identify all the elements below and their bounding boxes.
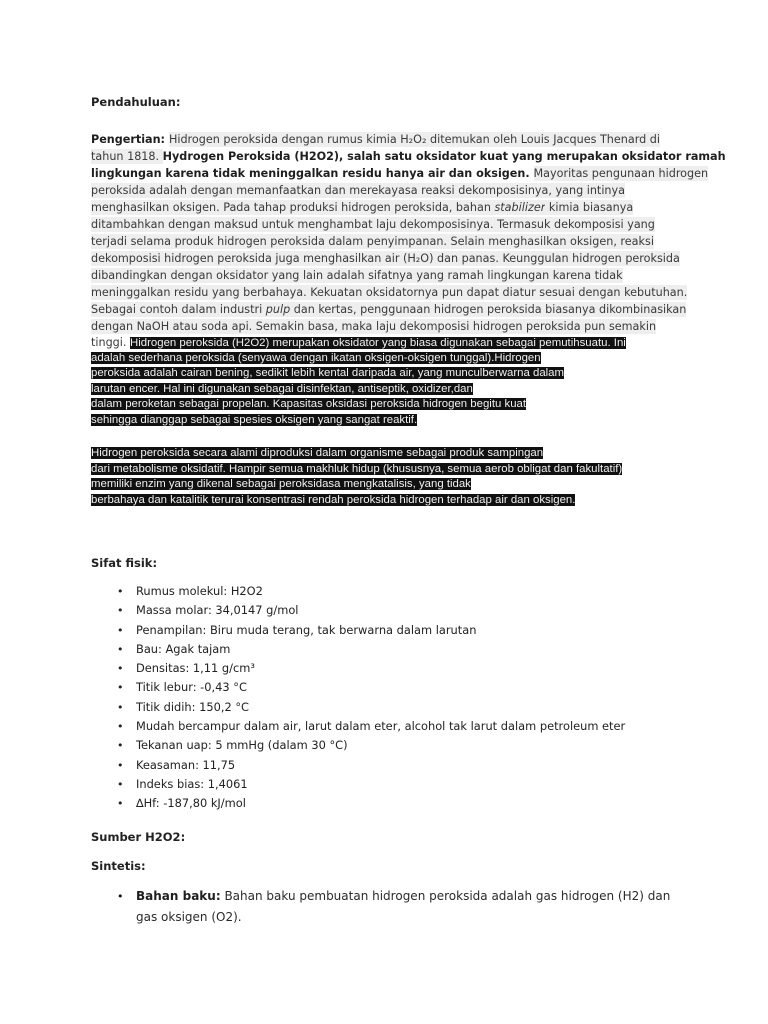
highlighted-text: dari metabolisme oksidatif. Hampir semua makhluk hidup (khususnya, semua aerob obligat dan fakultatif) (91, 462, 623, 475)
text-run: Pengertian: (91, 133, 169, 146)
bahan-baku-line-2: gas oksigen (O2). (136, 910, 242, 924)
text-run: lingkungan karena tidak meninggalkan residu hanya air dan oksigen. (91, 167, 534, 180)
bullet-icon: • (117, 681, 124, 695)
highlighted-text: berbahaya dan katalitik terurai konsentrasi rendah peroksida hidrogen terhadap air dan oksigen. (91, 493, 576, 506)
paragraph-line (91, 493, 691, 509)
paragraph-line (91, 284, 688, 301)
paragraph-line (91, 477, 691, 493)
paragraph-line (91, 148, 726, 165)
property-text: Penampilan: Biru muda terang, tak berwarna dalam larutan (136, 622, 477, 637)
bullet-icon: • (117, 758, 124, 772)
property-text: Keasaman: 11,75 (136, 757, 236, 772)
highlighted-text: peroksida adalah cairan bening, sedikit lebih kental daripada air, yang munculberwarna dalam (91, 367, 565, 379)
text-run: Sebagai contoh dalam industri (91, 303, 266, 316)
property-item (91, 659, 625, 678)
bahan-baku-label: Bahan baku: (136, 889, 221, 903)
bullet-icon: • (117, 604, 124, 618)
paragraph-line (91, 318, 681, 335)
text-run: dibandingkan dengan oksidator yang lain adalah sifatnya yang ramah lingkungan karena tidak (91, 269, 623, 282)
bullet-icon: • (117, 642, 124, 656)
property-text: Massa molar: 34,0147 g/mol (136, 603, 299, 618)
text-run: ditambahkan dengan maksud untuk menghambat laju dekomposisinya. Termasuk dekomposisi yang (91, 218, 655, 231)
property-text: Bau: Agak tajam (136, 641, 231, 656)
property-item (91, 717, 625, 736)
property-item (91, 698, 625, 717)
highlighted-text: Hidrogen peroksida (H2O2) merupakan oksidator yang biasa digunakan sebagai pemutihsuatu. Ini (130, 337, 626, 349)
paragraph-line (91, 366, 681, 382)
paragraph-line (91, 131, 681, 148)
section-title-sintetis: Sintetis: (91, 859, 146, 873)
section-title-sifat-fisik: Sifat fisik: (91, 556, 158, 570)
property-item (91, 621, 625, 640)
text-run: tinggi. (91, 336, 131, 349)
paragraph-pengertian (91, 131, 726, 428)
property-text: ∆Hf: -187,80 kJ/mol (136, 796, 246, 811)
paragraph-line (91, 199, 681, 216)
paragraph-line (91, 267, 681, 284)
property-item (91, 775, 625, 794)
bahan-baku-line-1 (91, 886, 681, 907)
paragraph-line (91, 351, 681, 367)
properties-list (91, 582, 625, 814)
property-text: Tekanan uap: 5 mmHg (dalam 30 °C) (136, 738, 348, 753)
property-text: Titik lebur: -0,43 °C (136, 680, 247, 695)
highlighted-text: dalam peroketan sebagai propelan. Kapasitas oksidasi peroksida hidrogen begitu kuat (91, 398, 527, 410)
highlighted-text: Hidrogen peroksida secara alami diproduksi dalam organisme sebagai produk sampingan (91, 447, 544, 459)
property-text: Titik didih: 150,2 °C (136, 699, 249, 714)
highlighted-text: adalah sederhana peroksida (senyawa dengan ikatan oksigen-oksigen tunggal).Hidrogen (91, 351, 541, 364)
text-run: dengan NaOH atau soda api. Semakin basa, maka laju dekomposisi hidrogen peroksida pun semakin (91, 320, 657, 333)
property-item (91, 601, 625, 620)
bullet-icon: • (117, 623, 124, 637)
bullet-icon: • (117, 585, 124, 598)
text-run: dekomposisi hidrogen peroksida juga menghasilkan air (H₂O) dan panas. Keunggulan hidrogen peroksida (91, 252, 680, 265)
property-item (91, 794, 625, 813)
bahan-baku-item (91, 886, 681, 928)
text-run: Hydrogen Peroksida (H2O2), salah satu oksidator kuat yang merupakan oksidator ramah (162, 150, 726, 163)
bullet-icon: • (117, 777, 124, 791)
bullet-icon: • (117, 720, 124, 734)
property-item (91, 582, 625, 601)
paragraph-line (91, 397, 681, 413)
paragraph-hidrogen-alami (91, 446, 691, 508)
text-run: stabilizer (494, 201, 546, 214)
paragraph-line (91, 301, 687, 318)
paragraph-line (91, 335, 681, 351)
text-run: meninggalkan residu yang berbahaya. Kekuatan oksidatornya pun dapat diatur sesuai dengan kebutuhan. (91, 286, 688, 299)
paragraph-line (91, 413, 681, 429)
property-text: Rumus molekul: H2O2 (136, 584, 263, 598)
property-item (91, 640, 625, 659)
bullet-icon: • (117, 797, 124, 811)
property-item (91, 678, 625, 697)
paragraph-line (91, 165, 709, 182)
bullet-icon: • (117, 662, 124, 676)
text-run: kimia biasanya (545, 201, 634, 214)
paragraph-line (91, 182, 681, 199)
highlighted-text: sehingga dianggap sebagai spesies oksigen yang sangat reaktif. (91, 413, 418, 426)
highlighted-text: memiliki enzim yang dikenal sebagai peroksidasa mengkatalisis, yang tidak (91, 478, 471, 490)
bullet-icon: • (117, 700, 124, 714)
paragraph-line (91, 382, 681, 398)
text-run: peroksida adalah dengan memanfaatkan dan merekayasa reaksi dekomposisinya, yang intinya (91, 184, 625, 197)
paragraph-line (91, 462, 691, 478)
bullet-icon: • (117, 739, 124, 753)
section-title-pendahuluan: Pendahuluan: (91, 95, 181, 109)
property-text: Indeks bias: 1,4061 (136, 776, 248, 791)
bullet-icon: • (117, 890, 124, 903)
text-run: pulp (265, 303, 291, 316)
section-title-sumber: Sumber H2O2: (91, 830, 186, 844)
text-run: tahun 1818. (91, 150, 163, 163)
property-item (91, 756, 625, 775)
text-run: Mayoritas pengunaan hidrogen (533, 167, 709, 180)
paragraph-line (91, 233, 681, 250)
text-run: menghasilkan oksigen. Pada tahap produksi hidrogen peroksida, bahan (91, 201, 495, 214)
text-run: dan kertas, penggunaan hidrogen peroksida biasanya dikombinasikan (290, 303, 687, 316)
property-text: Densitas: 1,11 g/cm³ (136, 661, 255, 676)
property-text: Mudah bercampur dalam air, larut dalam eter, alcohol tak larut dalam petroleum eter (136, 719, 626, 734)
paragraph-line (91, 250, 681, 267)
property-item (91, 736, 625, 755)
text-run: terjadi selama produk hidrogen peroksida dalam penyimpanan. Selain menghasilkan oksigen, reaksi (91, 235, 654, 248)
text-run: Hidrogen peroksida dengan rumus kimia H₂O₂ ditemukan oleh Louis Jacques Thenard di (168, 133, 660, 146)
paragraph-line (91, 216, 681, 233)
bahan-baku-text: Bahan baku pembuatan hidrogen peroksida adalah gas hidrogen (H2) dan (220, 889, 671, 903)
paragraph-line (91, 446, 691, 462)
highlighted-text: larutan encer. Hal ini digunakan sebagai disinfektan, antiseptik, oxidizer,dan (91, 382, 473, 395)
